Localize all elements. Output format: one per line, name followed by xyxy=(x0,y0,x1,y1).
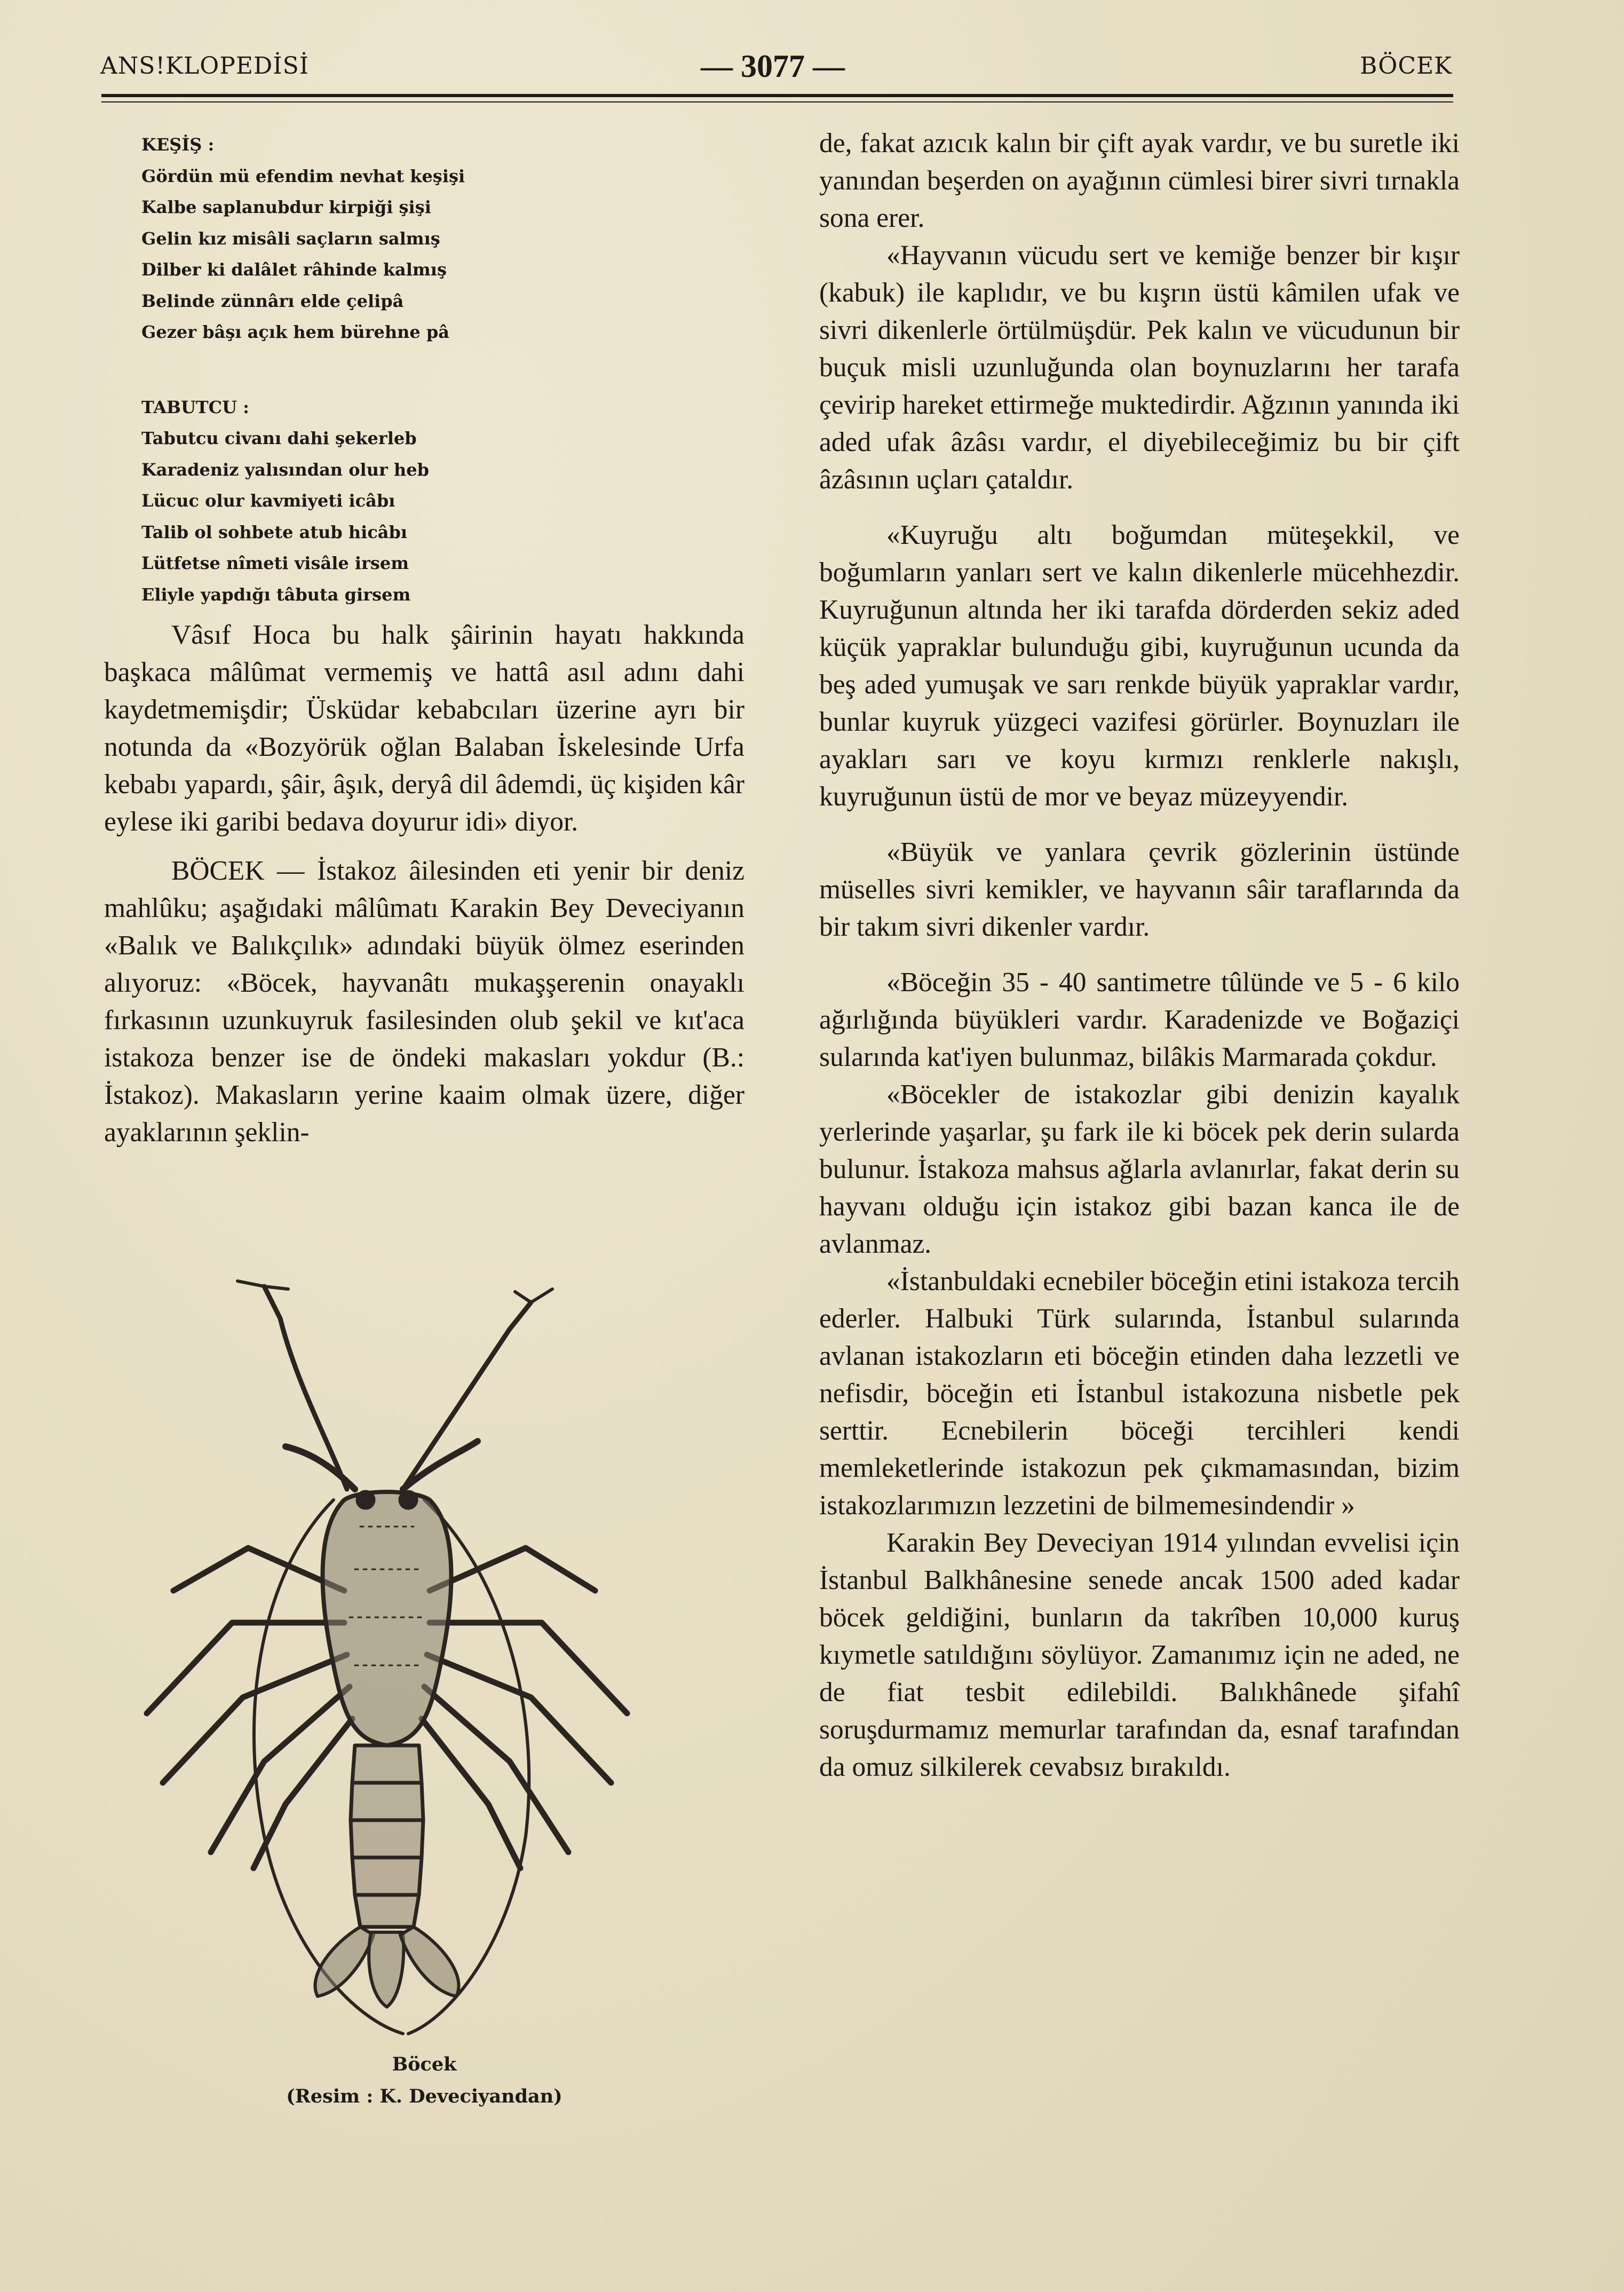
poem-tabutcu xyxy=(141,392,744,611)
poem-line: Tabutcu civanı dahi şekerleb xyxy=(141,428,417,448)
header-rule-thick xyxy=(101,94,1453,97)
poem-line: Gördün mü efendim nevhat keşişi xyxy=(141,165,465,186)
header-entry-word: BÖCEK xyxy=(1360,52,1452,80)
body-paragraph: Karakin Bey Deveciyan 1914 yılından evvelisi için İstanbul Balkhânesine senede ancak 1500 aded kadar böcek geldiğini, bunların da takrîben 10,000 kuruş kıymetle satıldığını söylüyor. Zamanımız için ne aded, ne de fiat tesbit edilebildi. Balıkhânede şifahî soruşdurmamız memurlar tarafından da, esnaf tarafından da omuz silkilerek cevabsız bırakıldı. xyxy=(819,1528,1460,1782)
lobster-illustration xyxy=(104,1249,744,2050)
entry-paragraph-bocek: BÖCEK — İstakoz âilesinden eti yenir bir deniz mahlûku; aşağıdaki mâlûmatı Karakin Bey Deveciyanın «Balık ve Balıkçılık» adındaki büyük ölmez eserinden alıyoruz: «Böcek, hayvanâtı mukaşşerenin onayaklı fırkasının uzunkuyruk fasilesinden olub şekil ve kıt'aca istakoza benzer ise de öndeki makasları yokdur (B.: İstakoz). Makasların yerine kaaim olmak üzere, diğer ayaklarının şeklin- xyxy=(104,856,744,1148)
header-rule-thin xyxy=(101,101,1453,102)
caption-credit: (Resim : K. Deveciyandan) xyxy=(286,2085,563,2107)
poem-line: Karadeniz yalısından olur heb xyxy=(141,459,429,480)
caption-title: Böcek xyxy=(392,2053,457,2075)
poem-kesis xyxy=(141,129,744,348)
body-paragraph: «Büyük ve yanlara çevrik gözlerinin üstünde müselles sivri kemikler, ve hayvanın sâir taraflarında da bir takım sivri dikenler vardır. xyxy=(819,837,1460,942)
body-paragraph: Vâsıf Hoca bu halk şâirinin hayatı hakkında başkaca mâlûmat vermemiş ve hattâ asıl adını dahi kaydetmemişdir; Üsküdar kebabcıları üzerine ayrı bir notunda da «Bozyörük oğlan Balaban İskelesinde Urfa kebabı yapardı, şâir, âşık, deryâ dil âdemdi, üç kişiden kâr eylese iki garibi bedava doyurur idi» diyor. xyxy=(104,620,744,837)
poem-line: Eliyle yapdığı tâbuta girsem xyxy=(141,584,411,605)
body-paragraph: «Böceğin 35 - 40 santimetre tûlünde ve 5 - 6 kilo ağırlığında büyükleri vardır. Karadenizde ve Boğaziçi sularında kat'iyen bulunmaz, bilâkis Marmarada çokdur. xyxy=(819,967,1460,1072)
header-encyclopedia-title: ANS!KLOPEDİSİ xyxy=(100,52,310,80)
body-paragraph: «Kuyruğu altı boğumdan müteşekkil, ve boğumların yanları sert ve kalın dikenlerle mücehhezdir. Kuyruğunun altında her iki tarafda dörderden sekiz aded küçük yapraklar bulunduğu gibi, kuyruğunun ucunda da beş aded yumuşak ve sarı renkde büyük yapraklar vardır, bunlar kuyruk yüzgeci vazifesi görürler. Boynuzları ile ayakları sarı ve koyu kırmızı renklerle nakışlı, kuyruğunun üstü de mor ve beyaz müzeyyendir. xyxy=(819,520,1460,812)
poem-title: KEŞİŞ : xyxy=(141,135,215,155)
body-paragraph: de, fakat azıcık kalın bir çift ayak vardır, ve bu suretle iki yanından beşerden on ayağının cümlesi birer sivri tırnakla sona erer. xyxy=(819,128,1460,233)
poem-line: Kalbe saplanubdur kirpiği şişi xyxy=(141,197,431,217)
poem-title: TABUTCU : xyxy=(141,397,249,417)
poem-line: Talib ol sohbete atub hicâbı xyxy=(141,521,408,542)
poem-line: Dilber ki dalâlet râhinde kalmış xyxy=(141,259,447,280)
figure-caption xyxy=(104,2049,744,2113)
poem-line: Lücuc olur kavmiyeti icâbı xyxy=(141,491,395,511)
right-column xyxy=(819,125,1460,1786)
page-header xyxy=(100,49,1452,89)
poem-line: Gelin kız misâli saçların salmış xyxy=(141,228,440,249)
body-paragraph: «İstanbuldaki ecnebiler böceğin etini istakoza tercih ederler. Halbuki Türk sularında, İstanbul sularında avlanan istakozların eti böceğin etinden daha lezzetli ve nefisdir, böceğin eti İstanbul istakozuna nisbetle pek serttir. Ecnebilerin böceği tercihleri kendi memleketlerinde istakozun pek çıkmamasından, bizim istakozlarımızın lezzetini de bilmemesindendir » xyxy=(819,1266,1460,1521)
page-number: — 3077 — xyxy=(701,49,845,84)
body-paragraph: «Hayvanın vücudu sert ve kemiğe benzer bir kışır (kabuk) ile kaplıdır, ve bu kışrın üstü kâmilen ufak ve sivri dikenlerle örtülmüşdür. Pek kalın ve vücudunun bir buçuk misli uzunluğunda olan boynuzlarını her tarafa çevirip hareket ettirmeğe muktedirdir. Ağzının yanında iki aded ufak âzâsı vardır, el diyebileceğimiz bu bir çift âzâsının uçları çataldır. xyxy=(819,240,1460,495)
body-paragraph: «Böcekler de istakozlar gibi denizin kayalık yerlerinde yaşarlar, şu fark ile ki böcek pek derin sularda bulunur. İstakoza mahsus ağlarla avlanırlar, fakat derin su hayvanı olduğu için istakoz gibi bazan kanca ile de avlanmaz. xyxy=(819,1079,1460,1259)
left-column xyxy=(104,128,744,1151)
poem-line: Gezer bâşı açık hem bürehne pâ xyxy=(141,322,449,342)
poem-line: Lütfetse nîmeti visâle irsem xyxy=(141,553,409,573)
poem-line: Belinde zünnârı elde çelipâ xyxy=(141,290,404,311)
